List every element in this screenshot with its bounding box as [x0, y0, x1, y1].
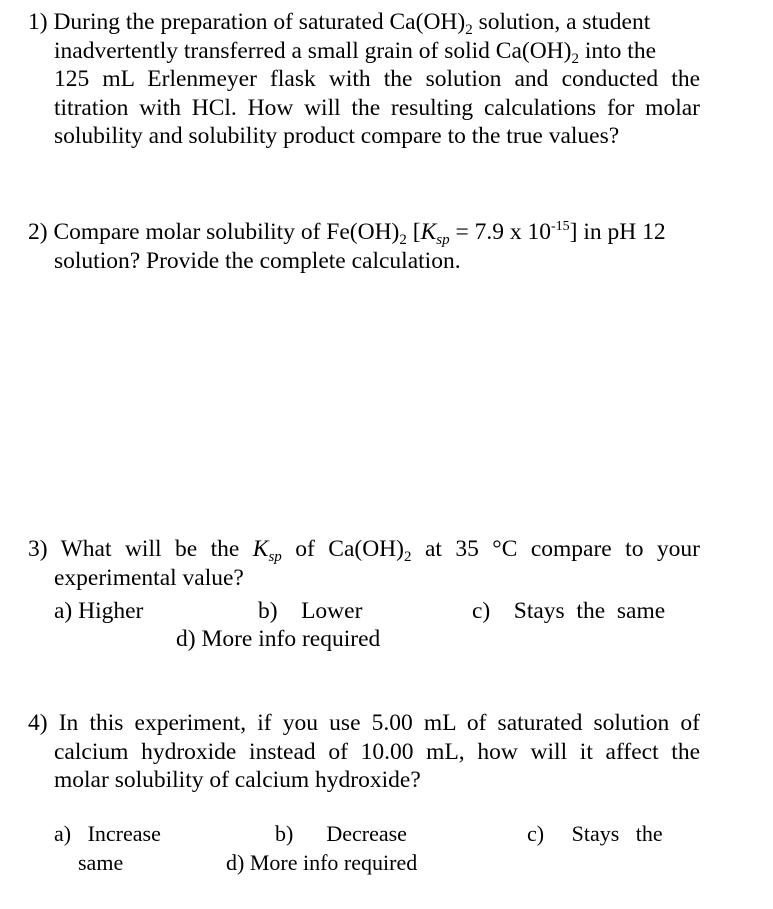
question-1-line-4: titration with HCl. How will the resulting calculations for molar — [54, 94, 700, 121]
question-1-line-1 — [28, 8, 700, 37]
question-2-text: ] in pH 12 — [569, 219, 666, 245]
question-4-option-a-continued: same — [78, 850, 124, 875]
superscript: -15 — [551, 219, 570, 234]
subscript: 2 — [399, 232, 407, 248]
subscript: sp — [268, 549, 282, 565]
question-3-option-c[interactable]: c) Stays the same — [472, 598, 666, 624]
question-1-line-2 — [28, 37, 700, 66]
question-4-option-a[interactable]: a) Increase — [54, 821, 161, 846]
question-1-text: into the — [578, 37, 657, 64]
question-1-text: 1) During the preparation of saturated Ca(OH) — [28, 9, 466, 35]
subscript: 2 — [465, 22, 473, 38]
question-4-line-3: molar solubility of calcium hydroxide? — [54, 767, 421, 793]
question-2 — [28, 218, 700, 275]
question-3-text: 3) What will be the — [28, 536, 253, 562]
question-2-text: [ — [406, 219, 421, 245]
question-4-option-b[interactable]: b) Decrease — [275, 821, 407, 846]
ksp-symbol: K — [420, 219, 437, 245]
question-1-text: solution, a student — [472, 9, 651, 35]
question-2-text: = 7.9 x 10 — [449, 219, 551, 245]
question-4-line-2: calcium hydroxide instead of 10.00 mL, how will it affect the — [54, 738, 700, 765]
question-3-text: at 35 °C compare to your — [411, 536, 700, 562]
question-2-text: 2) Compare molar solubility of Fe(OH) — [28, 219, 400, 245]
ksp-symbol: K — [252, 536, 269, 562]
question-3-option-d[interactable]: d) More info required — [176, 626, 381, 652]
question-1-line-5: solubility and solubility product compare to the true values? — [54, 123, 620, 149]
question-3-text: of Ca(OH) — [281, 536, 404, 562]
question-4-option-c[interactable]: c) Stays the — [527, 821, 663, 846]
question-3-line-2: experimental value? — [54, 564, 244, 591]
question-3-line-1 — [28, 535, 700, 564]
question-2-line-2: solution? Provide the complete calculation. — [54, 247, 461, 274]
question-1 — [28, 8, 700, 151]
question-4-option-d[interactable]: d) More info required — [226, 850, 418, 875]
subscript: 2 — [571, 50, 579, 67]
subscript: sp — [436, 232, 450, 248]
question-4 — [28, 709, 700, 795]
question-1-line-3: 125 mL Erlenmeyer flask with the solution and conducted the — [54, 66, 700, 92]
question-4-line-1: 4) In this experiment, if you use 5.00 mL of saturated solution of — [28, 710, 700, 736]
question-3 — [28, 535, 700, 592]
question-2-line-1 — [28, 218, 700, 247]
question-1-text: inadvertently transferred a small grain of solid Ca(OH) — [54, 37, 572, 64]
question-3-option-a[interactable]: a) Higher — [54, 598, 144, 624]
subscript: 2 — [403, 549, 412, 565]
question-3-option-b[interactable]: b) Lower — [258, 598, 363, 624]
